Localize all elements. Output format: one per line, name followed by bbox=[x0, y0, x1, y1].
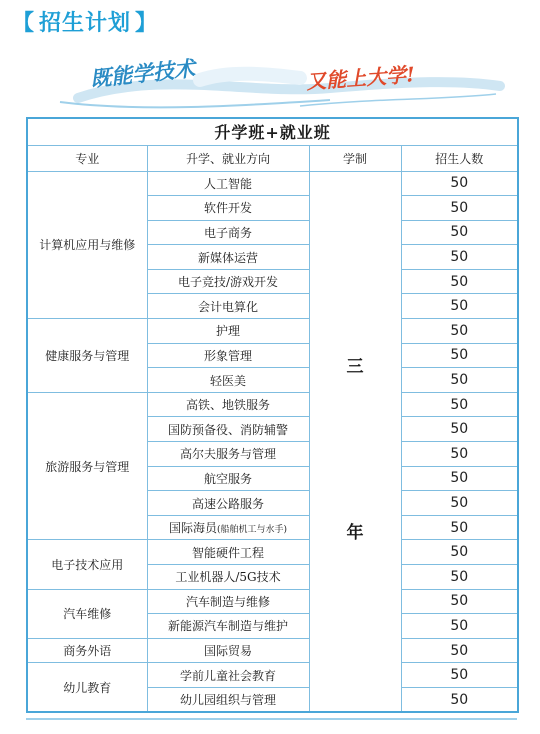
direction-cell bbox=[147, 294, 309, 319]
count-cell: 50 bbox=[401, 491, 518, 516]
direction-cell bbox=[147, 589, 309, 614]
direction-label: 新能源汽车制造与维护 bbox=[167, 619, 288, 634]
table-header-row bbox=[27, 145, 518, 171]
table-row bbox=[27, 392, 518, 417]
direction-label: 形象管理 bbox=[203, 348, 252, 363]
count-cell: 50 bbox=[401, 269, 518, 294]
slogan-left: 既能学技术 bbox=[89, 55, 197, 92]
direction-label: 国防预备役、消防辅警 bbox=[167, 422, 288, 437]
direction-cell bbox=[147, 687, 309, 712]
section-title: 招生计划 bbox=[39, 10, 132, 36]
direction-cell bbox=[147, 392, 309, 417]
count-cell: 50 bbox=[401, 663, 518, 688]
direction-cell bbox=[147, 171, 309, 196]
header-count: 招生人数 bbox=[401, 145, 518, 171]
direction-label: 航空服务 bbox=[203, 471, 252, 486]
table-row bbox=[27, 638, 518, 663]
direction-cell bbox=[147, 638, 309, 663]
major-cell: 健康服务与管理 bbox=[27, 319, 147, 393]
bottom-divider bbox=[26, 718, 517, 720]
major-cell: 电子技术应用 bbox=[27, 540, 147, 589]
count-cell: 50 bbox=[401, 540, 518, 565]
direction-label: 学前儿童社会教育 bbox=[179, 668, 276, 683]
duration-char: 三 bbox=[346, 356, 364, 377]
direction-label: 电子竞技/游戏开发 bbox=[177, 275, 279, 290]
major-cell: 计算机应用与维修 bbox=[27, 171, 147, 319]
direction-cell bbox=[147, 220, 309, 245]
direction-label: 汽车制造与维修 bbox=[185, 594, 270, 609]
header-major: 专业 bbox=[27, 145, 147, 171]
direction-cell bbox=[147, 442, 309, 467]
slogan-banner bbox=[0, 40, 540, 120]
count-cell: 50 bbox=[401, 368, 518, 393]
count-cell: 50 bbox=[401, 245, 518, 270]
direction-label: 幼儿园组织与管理 bbox=[179, 693, 276, 708]
table-row bbox=[27, 319, 518, 344]
table-row bbox=[27, 589, 518, 614]
header-duration: 学制 bbox=[309, 145, 401, 171]
direction-label: 高铁、地铁服务 bbox=[185, 398, 270, 413]
direction-label: 智能硬件工程 bbox=[191, 545, 264, 560]
table-row bbox=[27, 171, 518, 196]
table-title: 升学班+就业班 bbox=[27, 118, 518, 145]
count-cell: 50 bbox=[401, 442, 518, 467]
direction-label: 高尔夫服务与管理 bbox=[179, 447, 276, 462]
direction-cell bbox=[147, 245, 309, 270]
direction-label: 护理 bbox=[215, 324, 240, 339]
count-cell: 50 bbox=[401, 392, 518, 417]
direction-cell bbox=[147, 515, 309, 540]
count-cell: 50 bbox=[401, 294, 518, 319]
direction-cell bbox=[147, 343, 309, 368]
duration-char: 年 bbox=[346, 522, 364, 543]
count-cell: 50 bbox=[401, 515, 518, 540]
count-cell: 50 bbox=[401, 196, 518, 221]
count-cell: 50 bbox=[401, 220, 518, 245]
direction-cell bbox=[147, 368, 309, 393]
section-heading bbox=[12, 6, 158, 36]
direction-cell bbox=[147, 614, 309, 639]
count-cell: 50 bbox=[401, 466, 518, 491]
direction-cell bbox=[147, 565, 309, 590]
count-cell: 50 bbox=[401, 687, 518, 712]
direction-cell bbox=[147, 491, 309, 516]
direction-label: 会计电算化 bbox=[197, 299, 258, 314]
open-bracket: 【 bbox=[12, 10, 36, 36]
table-row bbox=[27, 663, 518, 688]
direction-label: 国际海员 bbox=[168, 521, 217, 536]
direction-label: 轻医美 bbox=[209, 373, 246, 388]
table-row bbox=[27, 540, 518, 565]
count-cell: 50 bbox=[401, 565, 518, 590]
direction-cell bbox=[147, 540, 309, 565]
count-cell: 50 bbox=[401, 417, 518, 442]
direction-label: 电子商务 bbox=[203, 225, 252, 240]
major-cell: 旅游服务与管理 bbox=[27, 392, 147, 540]
direction-label: 国际贸易 bbox=[203, 644, 252, 659]
major-cell: 汽车维修 bbox=[27, 589, 147, 638]
direction-cell bbox=[147, 466, 309, 491]
direction-cell bbox=[147, 417, 309, 442]
direction-label: 高速公路服务 bbox=[191, 496, 264, 511]
direction-label: 软件开发 bbox=[203, 201, 252, 216]
direction-label: 工业机器人/5G技术 bbox=[175, 570, 281, 585]
close-bracket: 】 bbox=[135, 10, 159, 36]
count-cell: 50 bbox=[401, 614, 518, 639]
major-cell: 商务外语 bbox=[27, 638, 147, 663]
count-cell: 50 bbox=[401, 589, 518, 614]
direction-cell bbox=[147, 269, 309, 294]
duration-cell bbox=[309, 171, 401, 712]
count-cell: 50 bbox=[401, 638, 518, 663]
banner-swoosh-graphic bbox=[0, 40, 540, 120]
header-direction: 升学、就业方向 bbox=[147, 145, 309, 171]
direction-cell bbox=[147, 663, 309, 688]
direction-note: (船舶机工与水手) bbox=[216, 525, 288, 536]
count-cell: 50 bbox=[401, 171, 518, 196]
count-cell: 50 bbox=[401, 343, 518, 368]
major-cell: 幼儿教育 bbox=[27, 663, 147, 712]
direction-label: 新媒体运营 bbox=[197, 250, 258, 265]
slogan-right: 又能上大学! bbox=[305, 62, 416, 94]
count-cell: 50 bbox=[401, 319, 518, 344]
direction-cell bbox=[147, 319, 309, 344]
enrollment-plan-table bbox=[26, 117, 519, 713]
direction-cell bbox=[147, 196, 309, 221]
direction-label: 人工智能 bbox=[203, 176, 252, 191]
